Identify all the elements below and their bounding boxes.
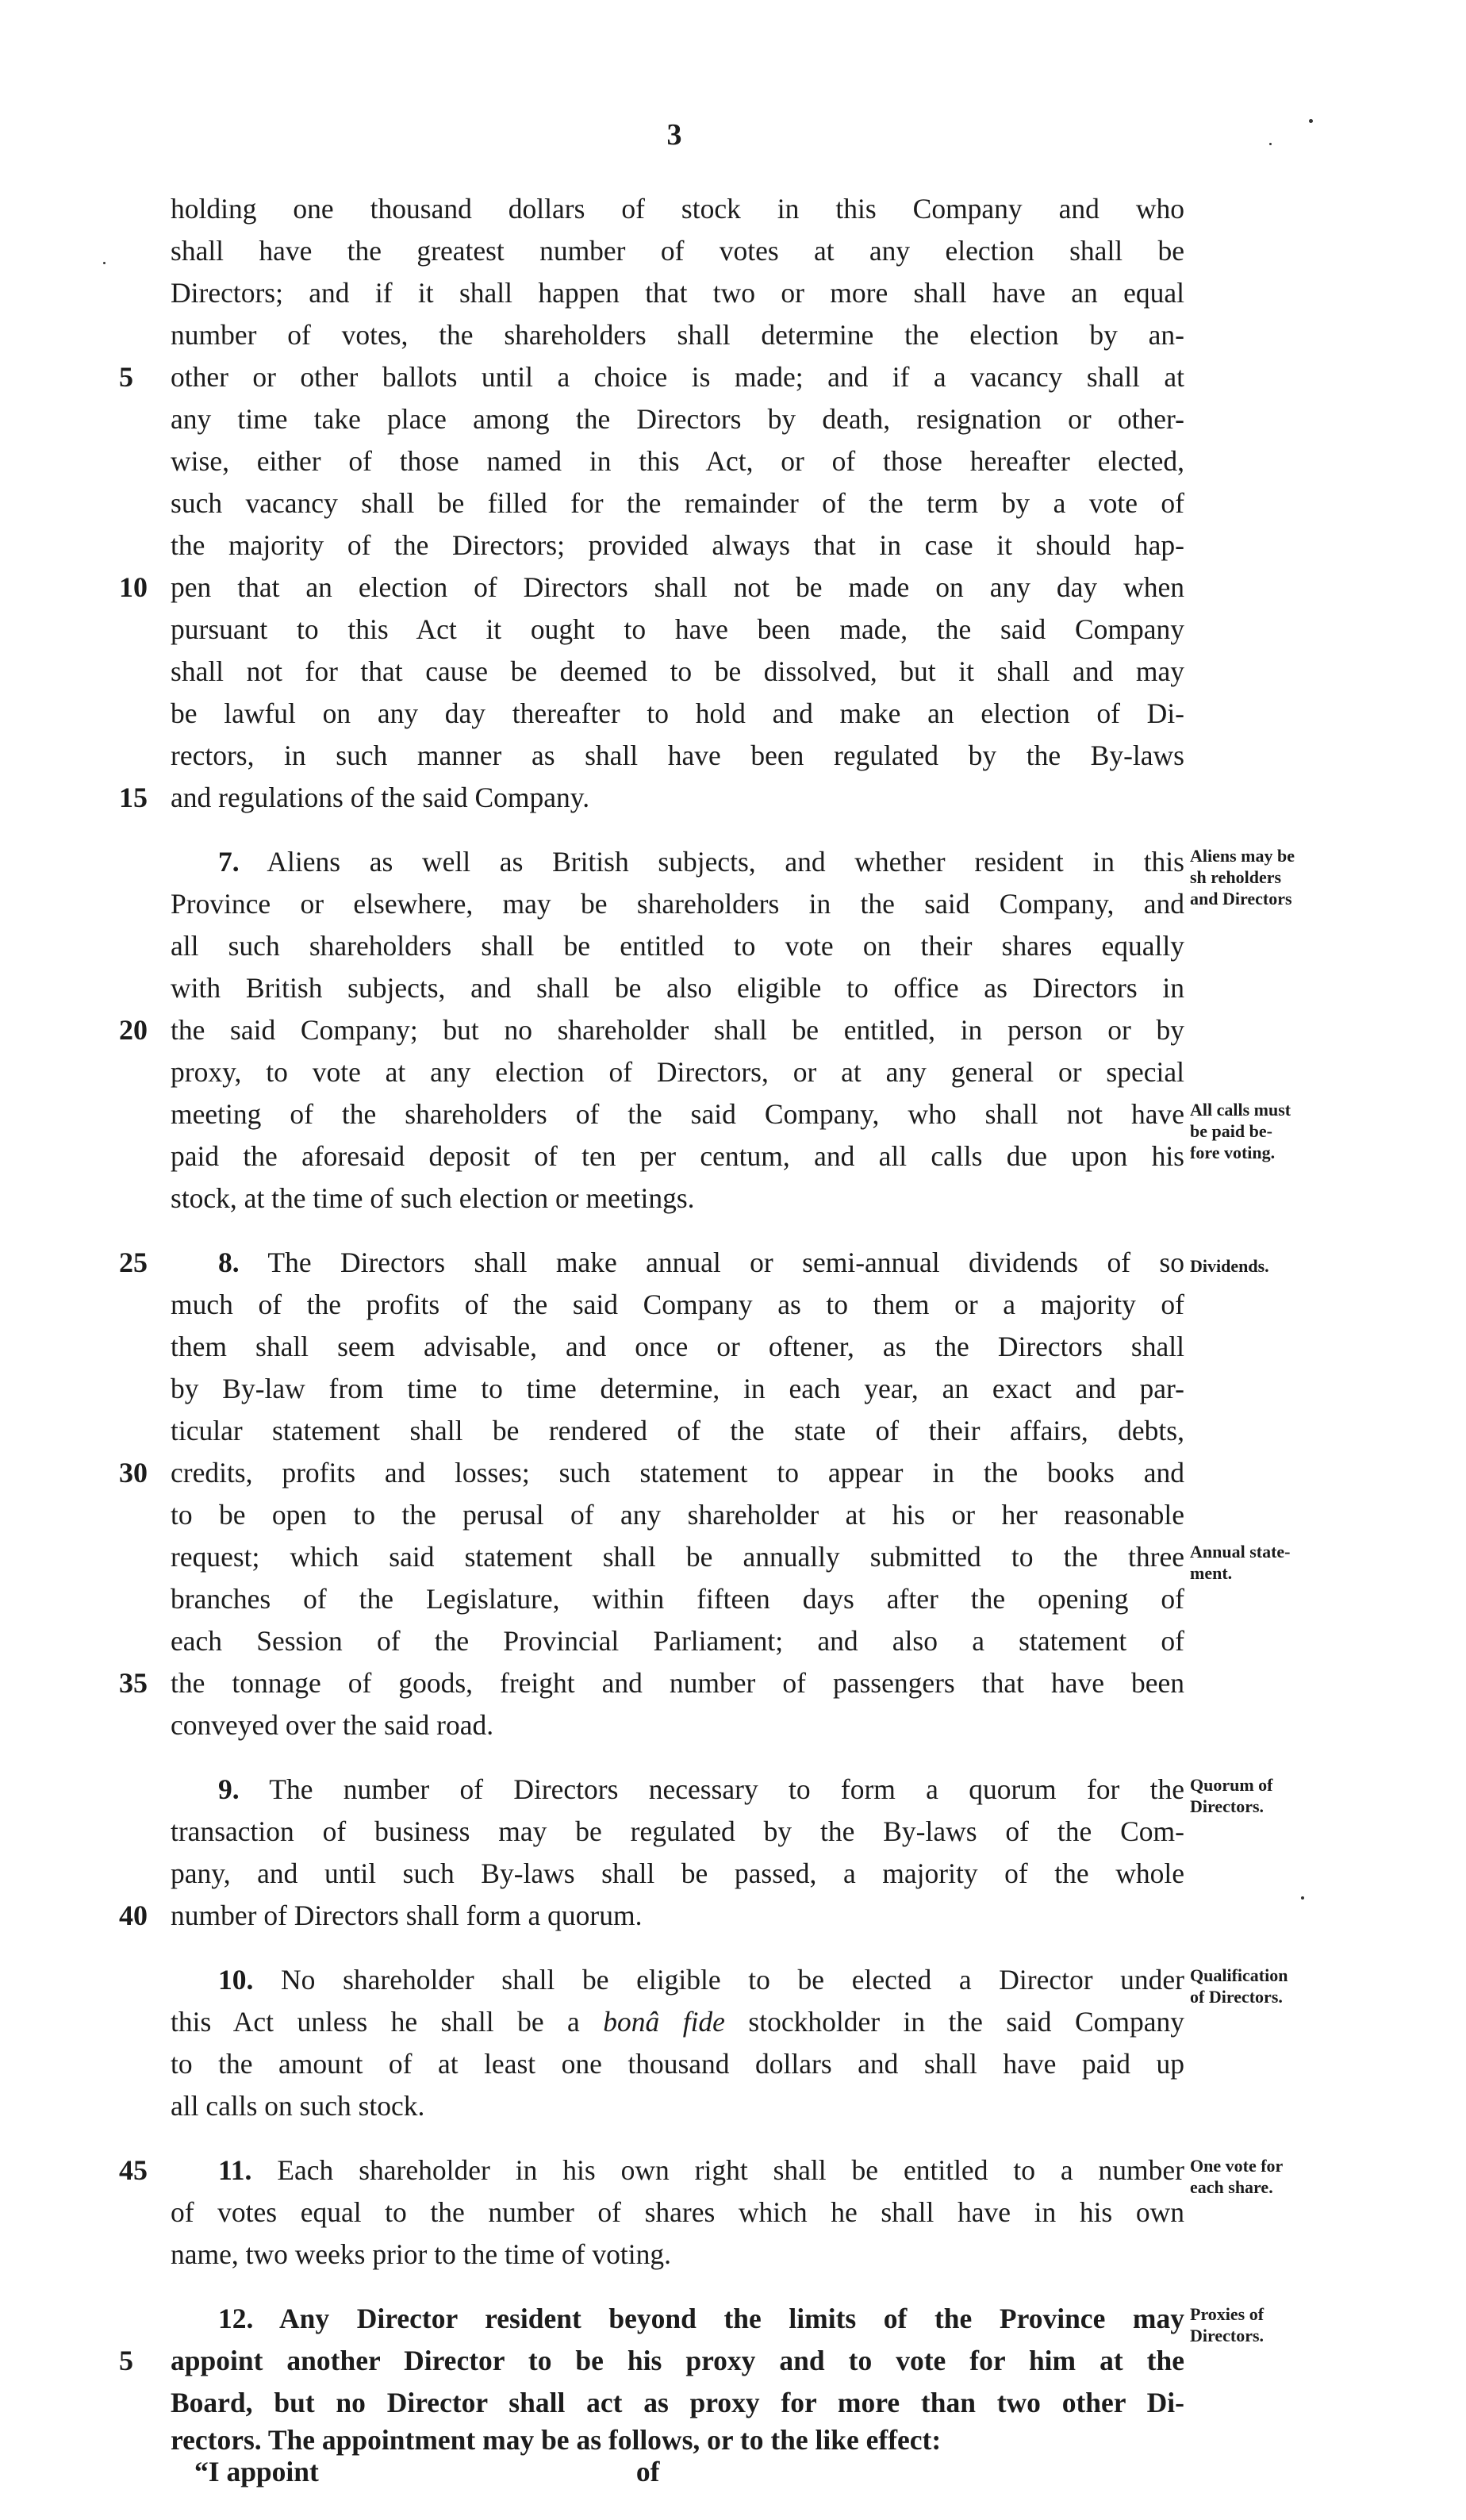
text-line: stock, at the time of such election or meetings. [171,1182,695,1214]
italic-phrase: bonâ fide [603,2006,725,2038]
text-line: pany, and until such By-laws shall be passed, a majority of the whole [171,1857,1184,1889]
text-line: the said Company; but no shareholder shall be entitled, in person or by [171,1014,1184,1046]
section-7-first-line: 7. Aliens as well as British subjects, and whether resident in this [218,846,1184,878]
section-12-first-line: 12. Any Director resident beyond the limits of the Province may [218,2303,1184,2334]
text-line: all calls on such stock. [171,2090,425,2122]
text-line: credits, profits and losses; such statement to appear in the books and [171,1457,1184,1489]
text-line: request; which said statement shall be annually submitted to the three [171,1541,1184,1573]
text-line: any time take place among the Directors by death, resignation or other- [171,403,1184,435]
margin-note-proxies: Proxies of Directors. [1190,2304,1265,2345]
page-number: 3 [666,118,682,152]
text-line: rectors, in such manner as shall have been regulated by the By-laws [171,739,1184,771]
text-line: by By-law from time to time determine, in each year, an exact and par- [171,1373,1184,1404]
text-line: pursuant to this Act it ought to have been made, the said Company [171,613,1184,645]
text-line: paid the aforesaid deposit of ten per centum, and all calls due upon his [171,1140,1184,1172]
section-number: 8. [218,1247,240,1278]
line-number: 30 [119,1457,148,1489]
text-line: ticular statement shall be rendered of the state of their affairs, debts, [171,1415,1184,1446]
text-line: this Act unless he shall be a bonâ fide stockholder in the said Company [171,2006,1185,2038]
scan-speck [103,262,106,264]
line-number: 5 [119,2345,133,2376]
text-line: to the amount of at least one thousand dollars and shall have paid up [171,2048,1184,2080]
text-line: shall not for that cause be deemed to be dissolved, but it shall and may [171,655,1184,687]
text-line: to be open to the perusal of any shareholder at his or her reasonable [171,1499,1184,1531]
text-line: such vacancy shall be filled for the remainder of the term by a vote of [171,487,1184,519]
text-line: number of Directors shall form a quorum. [171,1900,643,1931]
text-line: holding one thousand dollars of stock in this Company and who [171,193,1184,225]
text-line: other or other ballots until a choice is made; and if a vacancy shall at [171,361,1184,393]
text-line: number of votes, the shareholders shall determine the election by an- [171,319,1184,351]
margin-note-quorum: Quorum of Directors. [1190,1775,1273,1816]
text-line: meeting of the shareholders of the said Company, who shall not have [171,1098,1184,1130]
margin-note-aliens: Aliens may be sh reholders and Directors [1190,846,1295,909]
form-line-appoint: “I appoint of [194,2456,660,2487]
section-9-first-line: 9. The number of Directors necessary to form a quorum for the [218,1773,1185,1805]
line-number: 35 [119,1667,148,1699]
text-line: name, two weeks prior to the time of voting. [171,2238,671,2270]
margin-note-dividends: Dividends. [1190,1256,1269,1276]
text-line: appoint another Director to be his proxy and to vote for him at the [171,2345,1184,2376]
text-line: transaction of business may be regulated by the By-laws of the Com- [171,1815,1184,1847]
margin-note-annual-statement: Annual state- ment. [1190,1542,1291,1583]
scan-speck [1301,1896,1304,1900]
text-line: and regulations of the said Company. [171,782,590,813]
margin-note-one-vote: One vote for each share. [1190,2156,1284,2197]
section-number: 11. [218,2154,252,2186]
section-8-first-line: 8. The Directors shall make annual or semi-annual dividends of so [218,1247,1184,1278]
scan-speck [1309,119,1313,123]
section-number: 9. [218,1773,240,1805]
line-number: 15 [119,782,148,813]
line-number: 25 [119,1247,148,1278]
line-number: 40 [119,1900,148,1931]
text-line: Board, but no Director shall act as proxy for more than two other Di- [171,2387,1184,2418]
section-number: 10. [218,1964,254,1996]
text-line: them shall seem advisable, and once or oftener, as the Directors shall [171,1331,1184,1362]
text-line: each Session of the Provincial Parliament; and also a statement of [171,1625,1184,1657]
line-number: 45 [119,2154,148,2186]
text-line: all such shareholders shall be entitled to vote on their shares equally [171,930,1184,962]
text-line: with British subjects, and shall be also eligible to office as Directors in [171,972,1184,1004]
text-line: be lawful on any day thereafter to hold and make an election of Di- [171,697,1184,729]
section-number: 7. [218,846,240,878]
text-line: branches of the Legislature, within fifteen days after the opening of [171,1583,1184,1615]
line-number: 20 [119,1014,148,1046]
text-line: conveyed over the said road. [171,1709,494,1741]
text-line: pen that an election of Directors shall not be made on any day when [171,571,1184,603]
text-line: shall have the greatest number of votes at any election shall be [171,235,1184,267]
line-number: 5 [119,361,133,393]
line-number: 10 [119,571,148,603]
margin-note-qualification: Qualification of Directors. [1190,1965,1288,2007]
section-10-first-line: 10. No shareholder shall be eligible to be elected a Director under [218,1964,1184,1996]
text-line: much of the profits of the said Company as to them or a majority of [171,1289,1184,1320]
text-line: wise, either of those named in this Act, or of those hereafter elected, [171,445,1184,477]
text-line: Directors; and if it shall happen that two or more shall have an equal [171,277,1184,309]
text-line: of votes equal to the number of shares which he shall have in his own [171,2196,1184,2228]
section-11-first-line: 11. Each shareholder in his own right shall be entitled to a number [218,2154,1184,2186]
section-number: 12. [218,2303,254,2334]
text-line: Province or elsewhere, may be shareholders in the said Company, and [171,888,1184,920]
text-line: the majority of the Directors; provided always that in case it should hap- [171,529,1184,561]
scan-speck [1269,143,1272,145]
text-line: proxy, to vote at any election of Directors, or at any general or special [171,1056,1184,1088]
margin-note-calls: All calls must be paid be- fore voting. [1190,1100,1291,1162]
text-line: rectors. The appointment may be as follows, or to the like effect: [171,2424,942,2456]
text-line: the tonnage of goods, freight and number of passengers that have been [171,1667,1184,1699]
